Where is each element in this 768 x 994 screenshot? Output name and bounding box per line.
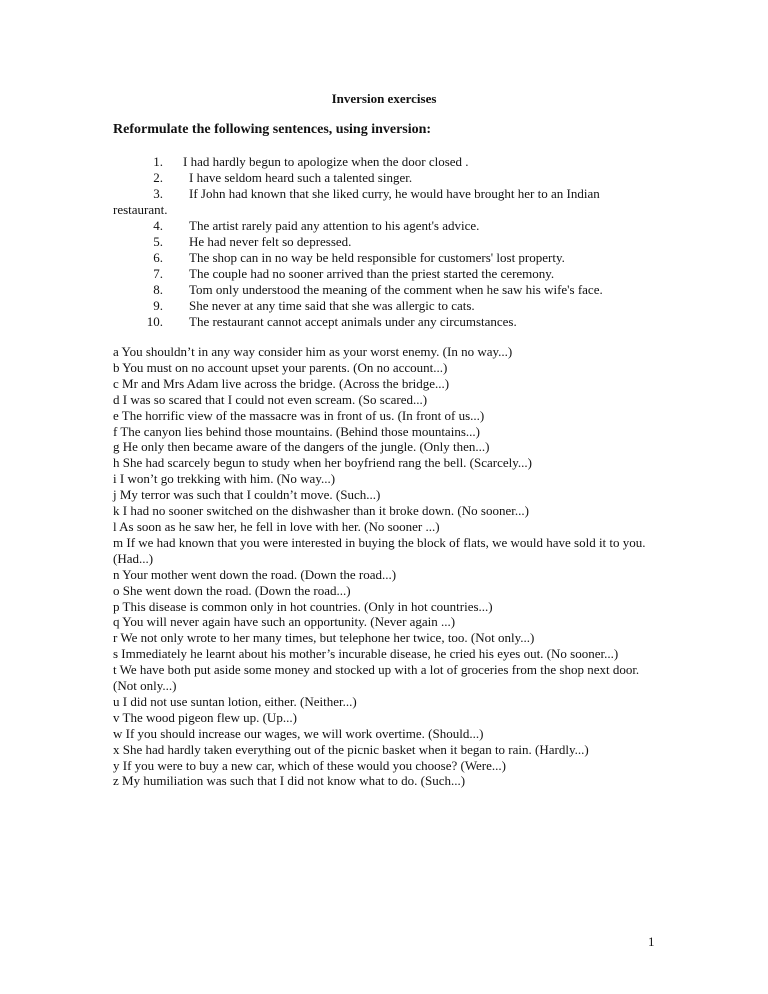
lettered-item: m If we had known that you were interested in buying the block of flats, we would have sold it to you. (Had...) <box>113 534 646 566</box>
lettered-item: n Your mother went down the road. (Down the road...) <box>113 566 397 582</box>
lettered-item: c Mr and Mrs Adam live across the bridge. (Across the bridge...) <box>113 375 450 391</box>
lettered-item: q You will never again have such an opportunity. (Never again ...) <box>113 614 456 630</box>
numbered-item <box>113 186 673 218</box>
numbered-item <box>113 266 673 282</box>
numbered-item <box>113 314 673 330</box>
item-number: 1. <box>153 154 163 169</box>
lettered-item: d I was so scared that I could not even scream. (So scared...) <box>113 391 428 407</box>
lettered-item: f The canyon lies behind those mountains. (Behind those mountains...) <box>113 423 480 439</box>
item-text: Tom only understood the meaning of the comment when he saw his wife's face. <box>189 282 603 297</box>
numbered-item <box>113 234 673 250</box>
numbered-item <box>113 154 673 170</box>
numbered-item <box>113 250 673 266</box>
numbered-list <box>113 154 673 330</box>
numbered-item <box>113 282 673 298</box>
item-text: The restaurant cannot accept animals under any circumstances. <box>189 314 517 329</box>
lettered-item: y If you were to buy a new car, which of these would you choose? (Were...) <box>113 757 506 773</box>
lettered-item: s Immediately he learnt about his mother’s incurable disease, he cried his eyes out. (No sooner...) <box>113 646 619 662</box>
numbered-item <box>113 218 673 234</box>
item-text: I had hardly begun to apologize when the door closed . <box>183 154 469 169</box>
lettered-item: e The horrific view of the massacre was in front of us. (In front of us...) <box>113 407 485 423</box>
instruction-heading: Reformulate the following sentences, using inversion: <box>113 122 432 137</box>
page-number: 1 <box>648 934 655 949</box>
item-number: 5. <box>153 234 163 249</box>
numbered-item <box>113 170 673 186</box>
page-title: Inversion exercises <box>331 91 437 106</box>
item-text: The couple had no sooner arrived than the priest started the ceremony. <box>189 266 555 281</box>
item-number: 8. <box>153 282 163 297</box>
item-text: He had never felt so depressed. <box>189 234 352 249</box>
lettered-item: z My humiliation was such that I did not know what to do. (Such...) <box>113 773 466 789</box>
lettered-item: w If you should increase our wages, we will work overtime. (Should...) <box>113 725 484 741</box>
item-number: 2. <box>153 170 163 185</box>
lettered-item: i I won’t go trekking with him. (No way...) <box>113 471 336 487</box>
lettered-item: t We have both put aside some money and stocked up with a lot of groceries from the shop next door. (Not only...) <box>113 662 640 694</box>
item-number: 7. <box>153 266 163 281</box>
item-text: The shop can in no way be held responsible for customers' lost property. <box>189 250 565 265</box>
item-number: 3. <box>153 186 163 201</box>
lettered-item: g He only then became aware of the dangers of the jungle. (Only then...) <box>113 439 490 455</box>
lettered-list <box>113 344 658 789</box>
item-number: 4. <box>153 218 163 233</box>
item-text: The artist rarely paid any attention to his agent's advice. <box>189 218 480 233</box>
lettered-item: p This disease is common only in hot countries. (Only in hot countries...) <box>113 598 493 614</box>
lettered-item: l As soon as he saw her, he fell in love with her. (No sooner ...) <box>113 518 440 534</box>
lettered-item: a You shouldn’t in any way consider him as your worst enemy. (In no way...) <box>113 344 513 359</box>
lettered-item: j My terror was such that I couldn’t move. (Such...) <box>113 487 381 503</box>
lettered-item: o She went down the road. (Down the road...) <box>113 582 351 598</box>
item-number: 6. <box>153 250 163 265</box>
item-number: 9. <box>153 298 163 313</box>
item-number: 10. <box>146 314 163 329</box>
item-text: I have seldom heard such a talented singer. <box>189 170 413 185</box>
numbered-item <box>113 298 673 314</box>
lettered-item: x She had hardly taken everything out of the picnic basket when it began to rain. (Hardly...) <box>113 741 589 757</box>
lettered-item: k I had no sooner switched on the dishwasher than it broke down. (No sooner...) <box>113 503 529 519</box>
item-text: She never at any time said that she was allergic to cats. <box>189 298 475 313</box>
lettered-item: h She had scarcely begun to study when her boyfriend rang the bell. (Scarcely...) <box>113 455 532 471</box>
lettered-item: b You must on no account upset your parents. (On no account...) <box>113 359 448 375</box>
item-text-continuation: restaurant. <box>113 202 168 217</box>
lettered-item: r We not only wrote to her many times, but telephone her twice, too. (Not only...) <box>113 630 535 646</box>
lettered-item: v The wood pigeon flew up. (Up...) <box>113 709 297 725</box>
item-text: If John had known that she liked curry, he would have brought her to an Indian <box>189 186 600 201</box>
lettered-item: u I did not use suntan lotion, either. (Neither...) <box>113 693 357 709</box>
